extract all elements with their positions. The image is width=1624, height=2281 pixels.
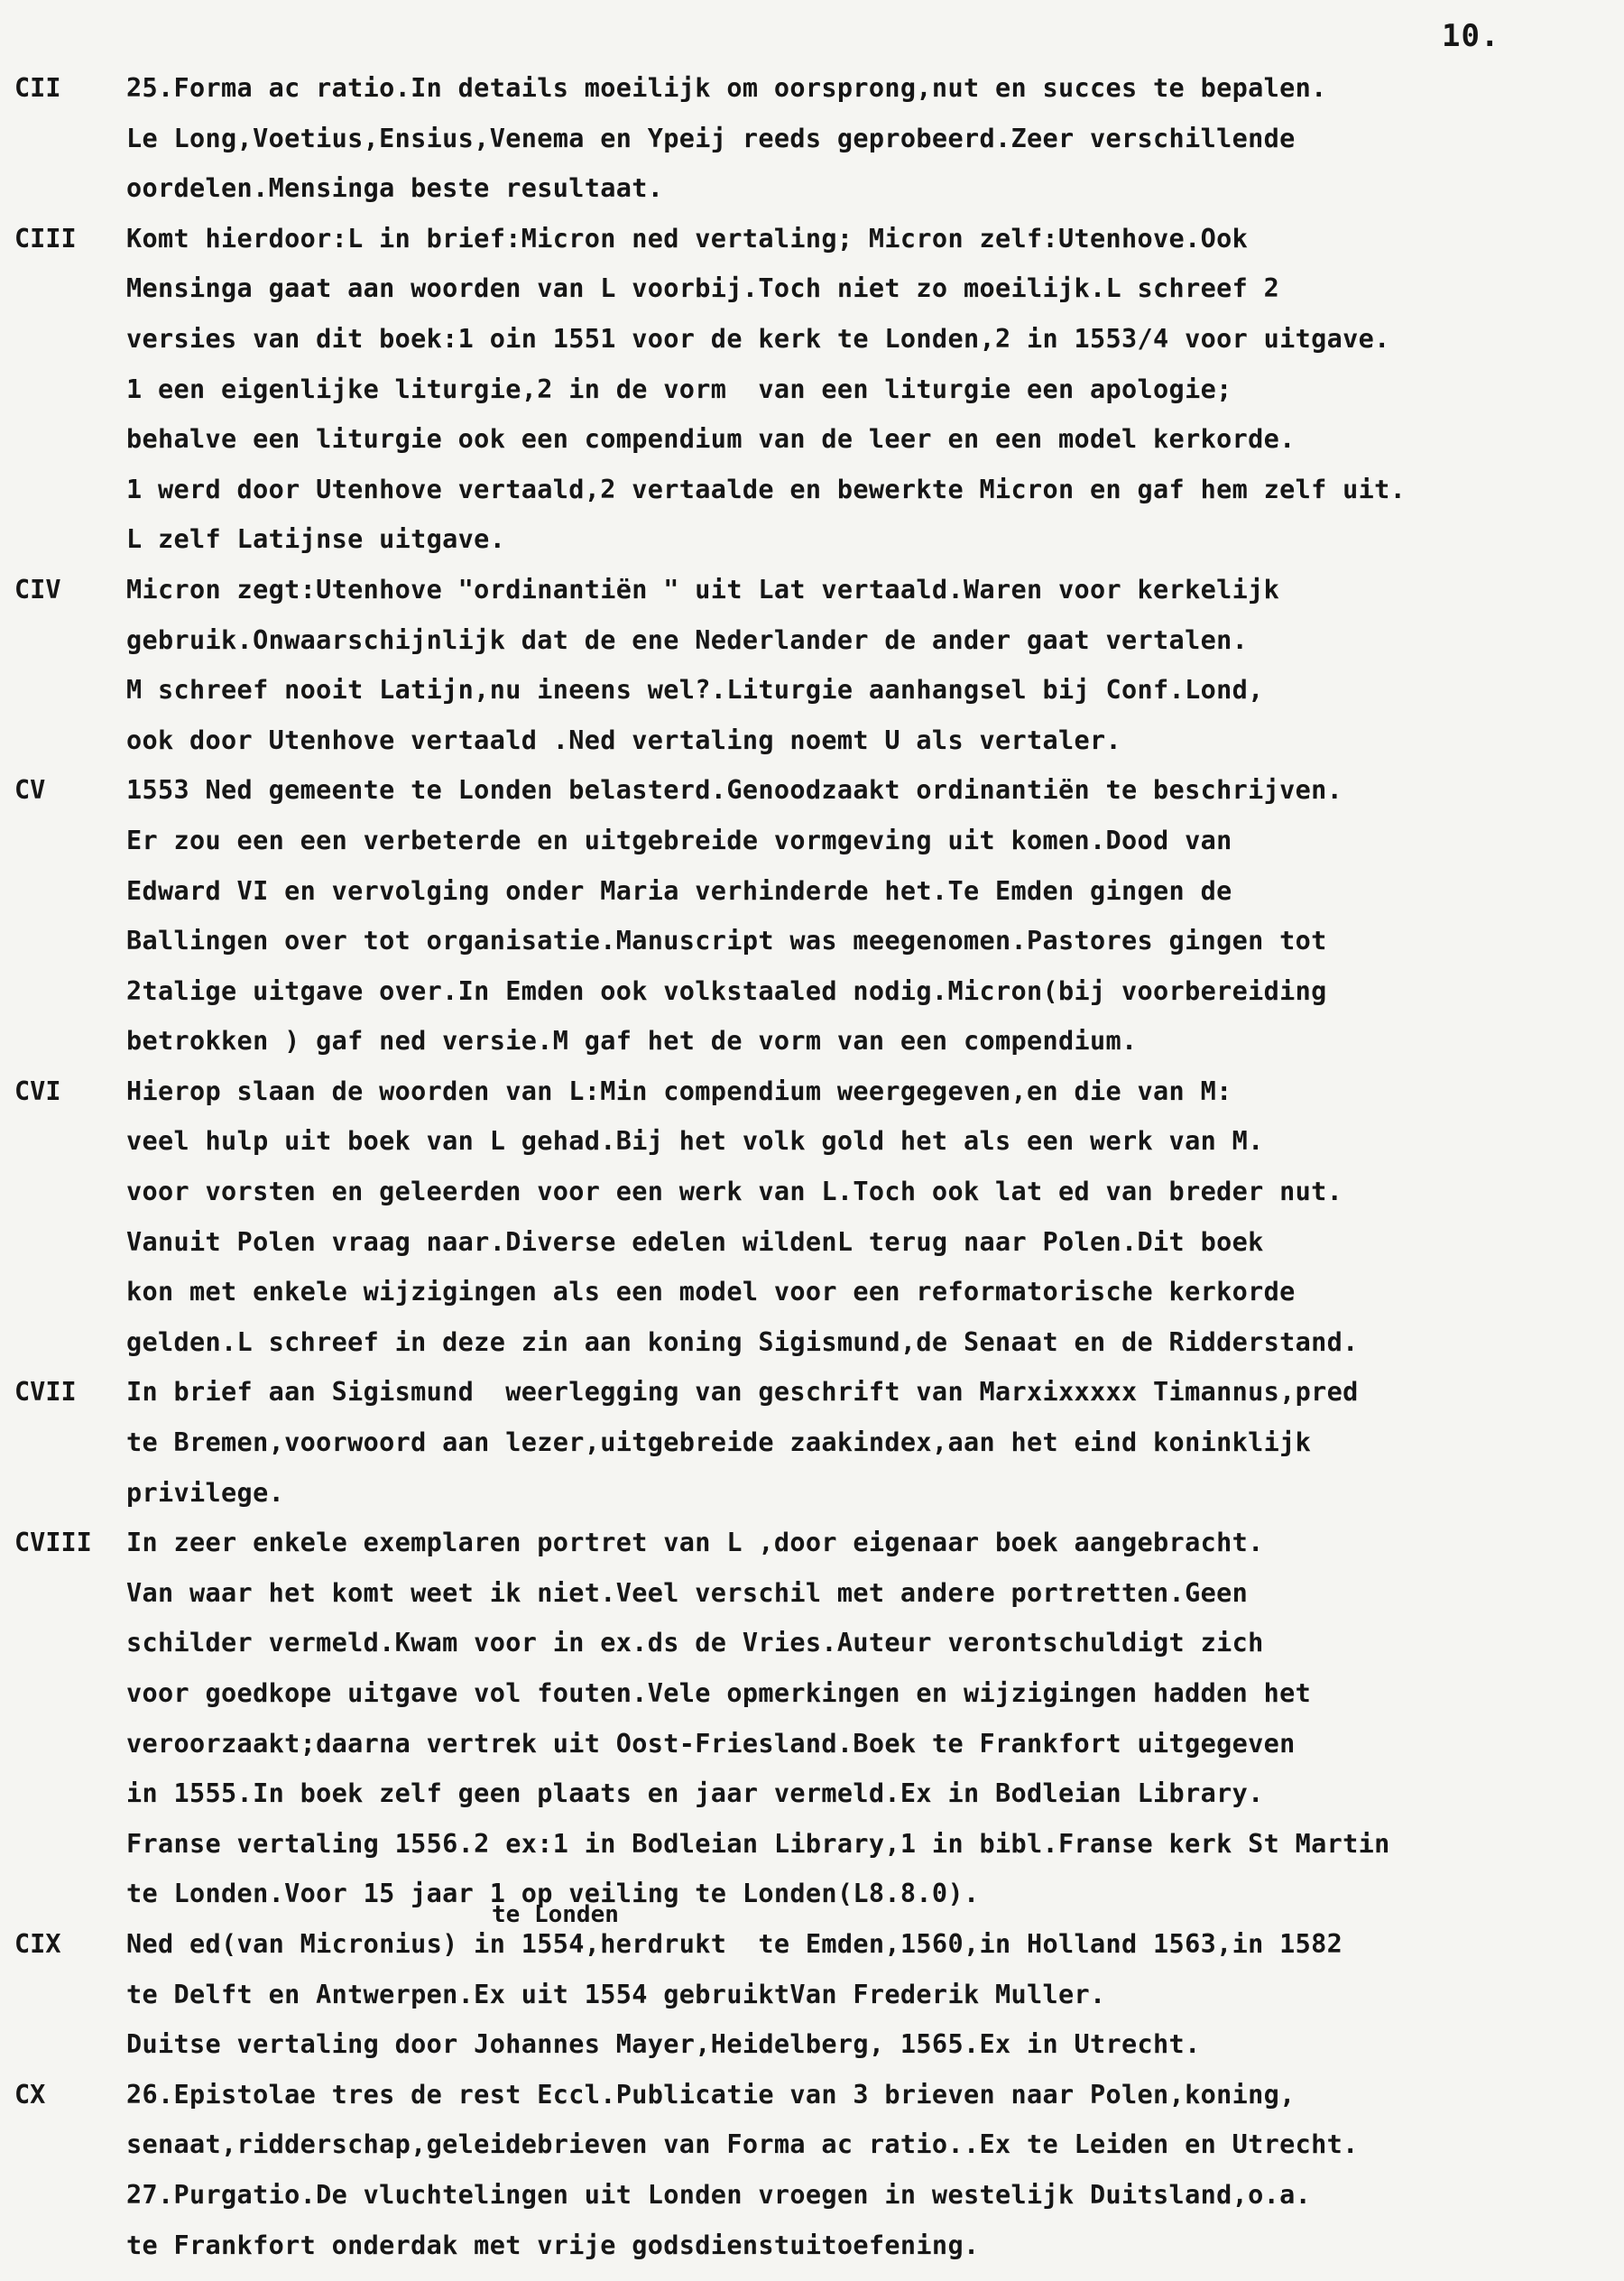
entry-code: CV bbox=[14, 775, 46, 806]
text-line: Ned ed(van Micronius) in 1554,herdrukt te Emden,1560,in Holland 1563,in 1582 bbox=[126, 1928, 1343, 1959]
text-line: L zelf Latijnse uitgave. bbox=[126, 524, 506, 555]
text-line: Van waar het komt weet ik niet.Veel verschil met andere portretten.Geen bbox=[126, 1577, 1249, 1608]
entry-text bbox=[126, 1367, 1611, 1518]
text-line: 25.Forma ac ratio.In details moeilijk om oorsprong,nut en succes te bepalen. bbox=[126, 73, 1327, 103]
text-line: te Frankfort onderdak met vrije godsdienstuitoefening. bbox=[126, 2230, 980, 2260]
text-line: Vanuit Polen vraag naar.Diverse edelen wildenL terug naar Polen.Dit boek bbox=[126, 1226, 1264, 1257]
text-line: te Delft en Antwerpen.Ex uit 1554 gebruiktVan Frederik Muller. bbox=[126, 1979, 1106, 2009]
text-line: gelden.L schreef in deze zin aan koning Sigismund,de Senaat en de Ridderstand. bbox=[126, 1326, 1359, 1357]
entry-code: CVIII bbox=[14, 1528, 92, 1558]
entry-text bbox=[126, 765, 1611, 1067]
text-line: Mensinga gaat aan woorden van L voorbij.Toch niet zo moeilijk.L schreef 2 bbox=[126, 273, 1280, 304]
text-line: voor vorsten en geleerden voor een werk van L.Toch ook lat ed van breder nut. bbox=[126, 1177, 1343, 1207]
interlinear-note-text: te Londen bbox=[492, 1900, 619, 1928]
text-line: 1 werd door Utenhove vertaald,2 vertaalde en bewerkte Micron en gaf hem zelf uit. bbox=[126, 474, 1407, 504]
text-line: betrokken ) gaf ned versie.M gaf het de vorm van een compendium. bbox=[126, 1026, 1138, 1057]
text-line: Hierop slaan de woorden van L:Min compendium weergegeven,en die van M: bbox=[126, 1076, 1232, 1106]
text-line: Ballingen over tot organisatie.Manuscript was meegenomen.Pastores gingen tot bbox=[126, 926, 1327, 956]
text-line: veel hulp uit boek van L gehad.Bij het volk gold het als een werk van M. bbox=[126, 1126, 1264, 1157]
text-line: 1 een eigenlijke liturgie,2 in de vorm van een liturgie een apologie; bbox=[126, 374, 1232, 404]
entry-text bbox=[126, 1919, 1611, 2070]
text-line: 2talige uitgave over.In Emden ook volkstaaled nodig.Micron(bij voorbereiding bbox=[126, 975, 1327, 1006]
entry-code: CX bbox=[14, 2079, 46, 2110]
text-line: M schreef nooit Latijn,nu ineens wel?.Liturgie aanhangsel bij Conf.Lond, bbox=[126, 675, 1264, 706]
entry-text bbox=[126, 565, 1611, 765]
text-line: in 1555.In boek zelf geen plaats en jaar vermeld.Ex in Bodleian Library. bbox=[126, 1778, 1264, 1809]
entry-cx bbox=[14, 2070, 1611, 2270]
text-line: 27.Purgatio.De vluchtelingen uit Londen vroegen in westelijk Duitsland,o.a. bbox=[126, 2179, 1312, 2210]
text-line: Duitse vertaling door Johannes Mayer,Heidelberg, 1565.Ex in Utrecht. bbox=[126, 2029, 1201, 2060]
text-line: Edward VI en vervolging onder Maria verhinderde het.Te Emden gingen de bbox=[126, 875, 1232, 906]
entry-text bbox=[126, 1067, 1611, 1368]
text-line: oordelen.Mensinga beste resultaat. bbox=[126, 173, 664, 204]
text-line: Le Long,Voetius,Ensius,Venema en Ypeij reeds geprobeerd.Zeer verschillende bbox=[126, 123, 1296, 153]
text-line: 26.Epistolae tres de rest Eccl.Publicatie van 3 brieven naar Polen,koning, bbox=[126, 2079, 1296, 2110]
text-line: te Londen.Voor 15 jaar 1 op veiling te Londen(L8.8.0). bbox=[126, 1879, 980, 1909]
text-line: In zeer enkele exemplaren portret van L ,door eigenaar boek aangebracht. bbox=[126, 1528, 1264, 1558]
entry-text bbox=[126, 2070, 1611, 2270]
text-line: Micron zegt:Utenhove "ordinantiën " uit Lat vertaald.Waren voor kerkelijk bbox=[126, 574, 1280, 605]
entry-cv bbox=[14, 765, 1611, 1067]
text-line: schilder vermeld.Kwam voor in ex.ds de Vries.Auteur verontschuldigt zich bbox=[126, 1628, 1264, 1658]
text-line: versies van dit boek:1 oin 1551 voor de kerk te Londen,2 in 1553/4 voor uitgave. bbox=[126, 323, 1390, 354]
entries-list bbox=[14, 63, 1611, 2270]
text-line: behalve een liturgie ook een compendium van de leer en een model kerkorde. bbox=[126, 424, 1296, 455]
page-number: 10. bbox=[1442, 18, 1500, 54]
text-line: privilege. bbox=[126, 1477, 285, 1508]
text-line: kon met enkele wijzigingen als een model voor een reformatorische kerkorde bbox=[126, 1277, 1296, 1307]
entry-cvii bbox=[14, 1367, 1611, 1518]
text-line: senaat,ridderschap,geleidebrieven van Forma ac ratio..Ex te Leiden en Utrecht. bbox=[126, 2129, 1359, 2160]
entry-code: CIX bbox=[14, 1928, 61, 1959]
entry-text bbox=[126, 214, 1611, 565]
entry-cviii bbox=[14, 1518, 1611, 1928]
entry-code: CIV bbox=[14, 574, 61, 605]
entry-code: CVI bbox=[14, 1076, 61, 1106]
text-line: In brief aan Sigismund weerlegging van geschrift van Marxixxxxx Timannus,pred bbox=[126, 1377, 1359, 1408]
text-line: Franse vertaling 1556.2 ex:1 in Bodleian Library,1 in bibl.Franse kerk St Martin bbox=[126, 1828, 1390, 1859]
text-line: ook door Utenhove vertaald .Ned vertaling noemt U als vertaler. bbox=[126, 725, 1122, 755]
entry-cii bbox=[14, 63, 1611, 214]
text-line: Komt hierdoor:L in brief:Micron ned vertaling; Micron zelf:Utenhove.Ook bbox=[126, 223, 1249, 254]
entry-ciii bbox=[14, 214, 1611, 565]
entry-code: CIII bbox=[14, 223, 77, 254]
entry-code: CVII bbox=[14, 1377, 77, 1408]
text-line: 1553 Ned gemeente te Londen belasterd.Genoodzaakt ordinantiën te beschrijven. bbox=[126, 775, 1343, 806]
entry-code: CII bbox=[14, 73, 61, 103]
text-line: veroorzaakt;daarna vertrek uit Oost-Friesland.Boek te Frankfort uitgegeven bbox=[126, 1728, 1296, 1759]
entry-cvi bbox=[14, 1067, 1611, 1368]
text-line: Er zou een een verbeterde en uitgebreide vormgeving uit komen.Dood van bbox=[126, 825, 1232, 855]
text-line: voor goedkope uitgave vol fouten.Vele opmerkingen en wijzigingen hadden het bbox=[126, 1678, 1312, 1708]
entry-cix bbox=[14, 1919, 1611, 2070]
entry-civ bbox=[14, 565, 1611, 765]
entry-text bbox=[126, 63, 1611, 214]
text-line: te Bremen,voorwoord aan lezer,uitgebreide zaakindex,aan het eind koninklijk bbox=[126, 1427, 1312, 1458]
entry-text bbox=[126, 1518, 1611, 1928]
text-line: gebruik.Onwaarschijnlijk dat de ene Nederlander de ander gaat vertalen. bbox=[126, 624, 1249, 655]
